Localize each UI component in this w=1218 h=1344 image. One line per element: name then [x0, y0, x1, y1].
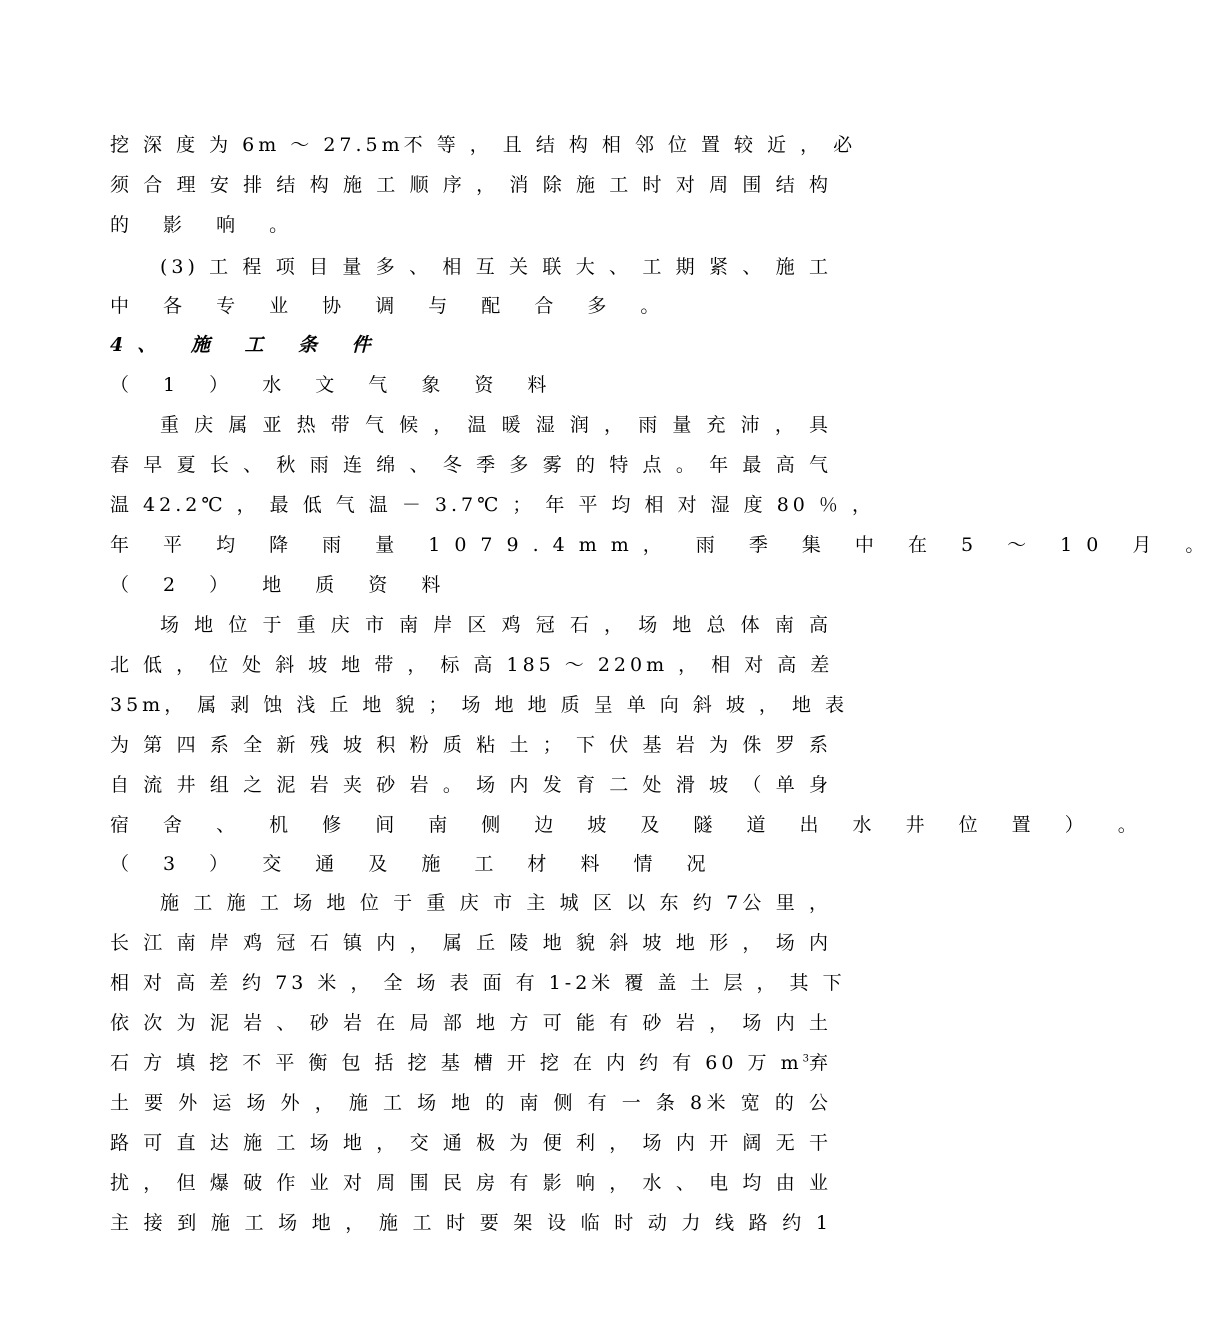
- text-line: 挖 深 度 为 6m ～ 27.5m不 等 ， 且 结 构 相 邻 位 置 较 近 ， 必: [110, 134, 857, 156]
- text-line: 中 各 专 业 协 调 与 配 合 多 。: [110, 295, 674, 317]
- text-line: 宿 舍 、 机 修 间 南 侧 边 坡 及 隧 道 出 水 井 位 置 ） 。: [110, 814, 1151, 836]
- text-segment: 石 方 填 挖 不 平 衡 包 括 挖 基 槽 开 挖 在 内 约 有 60 万 m: [110, 1052, 803, 1074]
- text-line: 扰 ， 但 爆 破 作 业 对 周 围 民 房 有 影 响 ， 水 、 电 均 由 业: [110, 1172, 832, 1194]
- subsection-heading: （ 2 ） 地 质 资 料: [110, 574, 455, 596]
- text-segment: 弃: [808, 1052, 832, 1074]
- text-line: 相 对 高 差 约 73 米 ， 全 场 表 面 有 1-2米 覆 盖 土 层 ， 其 下: [110, 972, 846, 994]
- text-line: 土 要 外 运 场 外 ， 施 工 场 地 的 南 侧 有 一 条 8米 宽 的 公: [110, 1092, 832, 1114]
- text-line: 35m， 属 剥 蚀 浅 丘 地 貌 ； 场 地 地 质 呈 单 向 斜 坡 ， 地 表: [110, 694, 848, 716]
- text-line: 须 合 理 安 排 结 构 施 工 顺 序 ， 消 除 施 工 时 对 周 围 结 构: [110, 174, 832, 196]
- text-line: 主 接 到 施 工 场 地 ， 施 工 时 要 架 设 临 时 动 力 线 路 约 1: [110, 1212, 832, 1234]
- subsection-heading: （ 1 ） 水 文 气 象 资 料: [110, 374, 561, 396]
- text-line: 长 江 南 岸 鸡 冠 石 镇 内 ， 属 丘 陵 地 貌 斜 坡 地 形 ， 场 内: [110, 932, 832, 954]
- text-line: 依 次 为 泥 岩 、 砂 岩 在 局 部 地 方 可 能 有 砂 岩 ， 场 内 土: [110, 1012, 832, 1034]
- text-line: 的 影 响 。: [110, 214, 303, 236]
- superscript: 3: [802, 1053, 809, 1065]
- text-line: 北 低 ， 位 处 斜 坡 地 带 ， 标 高 185 ～ 220m ， 相 对 高 差: [110, 654, 834, 676]
- text-line: 为 第 四 系 全 新 残 坡 积 粉 质 粘 土 ； 下 伏 基 岩 为 侏 罗 系: [110, 734, 832, 756]
- text-line: 年 平 均 降 雨 量 1079.4mm， 雨 季 集 中 在 5 ～ 10 月 。: [110, 534, 1218, 556]
- text-line: [110, 1049, 832, 1077]
- text-line: 施 工 施 工 场 地 位 于 重 庆 市 主 城 区 以 东 约 7公 里 ，: [160, 892, 832, 914]
- text-line: 重 庆 属 亚 热 带 气 候 ， 温 暖 湿 润 ， 雨 量 充 沛 ， 具: [160, 414, 832, 436]
- text-line: 温 42.2℃ ， 最 低 气 温 － 3.7℃ ； 年 平 均 相 对 湿 度 80 ％ ，: [110, 494, 875, 516]
- text-line: (3) 工 程 项 目 量 多 、 相 互 关 联 大 、 工 期 紧 、 施 工: [160, 256, 832, 278]
- section-heading: 4、 施 工 条 件: [110, 334, 385, 356]
- text-line: 自 流 井 组 之 泥 岩 夹 砂 岩 。 场 内 发 育 二 处 滑 坡 （ 单 身: [110, 774, 832, 796]
- text-line: 场 地 位 于 重 庆 市 南 岸 区 鸡 冠 石 ， 场 地 总 体 南 高: [160, 614, 832, 636]
- text-line: 路 可 直 达 施 工 场 地 ， 交 通 极 为 便 利 ， 场 内 开 阔 无 干: [110, 1132, 832, 1154]
- subsection-heading: （ 3 ） 交 通 及 施 工 材 料 情 况: [110, 853, 720, 875]
- text-line: 春 早 夏 长 、 秋 雨 连 绵 、 冬 季 多 雾 的 特 点 。 年 最 高 气: [110, 454, 832, 476]
